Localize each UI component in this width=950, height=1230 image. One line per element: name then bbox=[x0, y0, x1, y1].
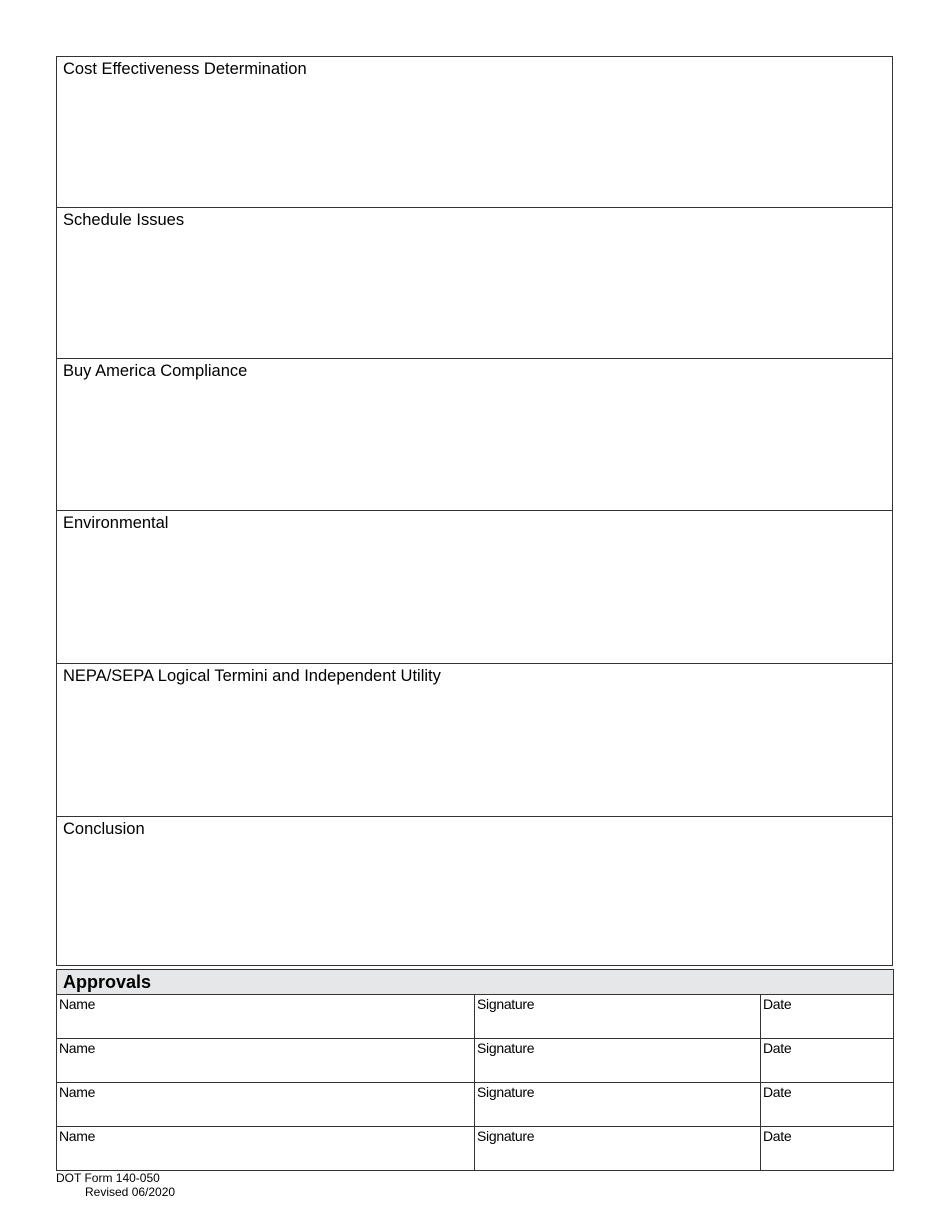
section-label: Buy America Compliance bbox=[63, 362, 248, 380]
section-label: Schedule Issues bbox=[63, 211, 185, 229]
approvals-header bbox=[57, 970, 893, 995]
approvals-title: Approvals bbox=[63, 972, 152, 992]
revision-date: Revised 06/2020 bbox=[85, 1185, 176, 1199]
section-label: NEPA/SEPA Logical Termini and Independent Utility bbox=[63, 667, 441, 685]
date-field[interactable]: Date bbox=[763, 1128, 792, 1144]
section-schedule-issues[interactable] bbox=[57, 208, 892, 359]
form-sections bbox=[56, 56, 893, 966]
section-buy-america[interactable] bbox=[57, 359, 892, 511]
section-environmental[interactable] bbox=[57, 511, 892, 664]
signature-field[interactable]: Signature bbox=[475, 1083, 761, 1126]
section-conclusion[interactable] bbox=[57, 817, 892, 965]
section-cost-effectiveness[interactable] bbox=[57, 57, 892, 208]
form-footer bbox=[56, 1171, 175, 1199]
approval-row bbox=[57, 1127, 893, 1171]
form-number: DOT Form 140-050 bbox=[56, 1171, 160, 1185]
section-label: Conclusion bbox=[63, 820, 145, 838]
date-field[interactable]: Date bbox=[763, 996, 792, 1012]
date-field[interactable]: Date bbox=[763, 1040, 792, 1056]
date-field[interactable]: Date bbox=[763, 1084, 792, 1100]
approval-row bbox=[57, 1083, 893, 1127]
name-field[interactable]: Name bbox=[57, 995, 475, 1038]
signature-field[interactable]: Signature bbox=[475, 995, 761, 1038]
approval-row bbox=[57, 995, 893, 1039]
section-label: Cost Effectiveness Determination bbox=[63, 60, 307, 78]
name-field[interactable]: Name bbox=[57, 1083, 475, 1126]
section-nepa-sepa[interactable] bbox=[57, 664, 892, 817]
approval-row bbox=[57, 1039, 893, 1083]
signature-field[interactable]: Signature bbox=[475, 1127, 761, 1171]
name-field[interactable]: Name bbox=[57, 1127, 475, 1171]
name-field[interactable]: Name bbox=[57, 1039, 475, 1082]
section-label: Environmental bbox=[63, 514, 169, 532]
approvals-table bbox=[56, 969, 894, 1171]
signature-field[interactable]: Signature bbox=[475, 1039, 761, 1082]
